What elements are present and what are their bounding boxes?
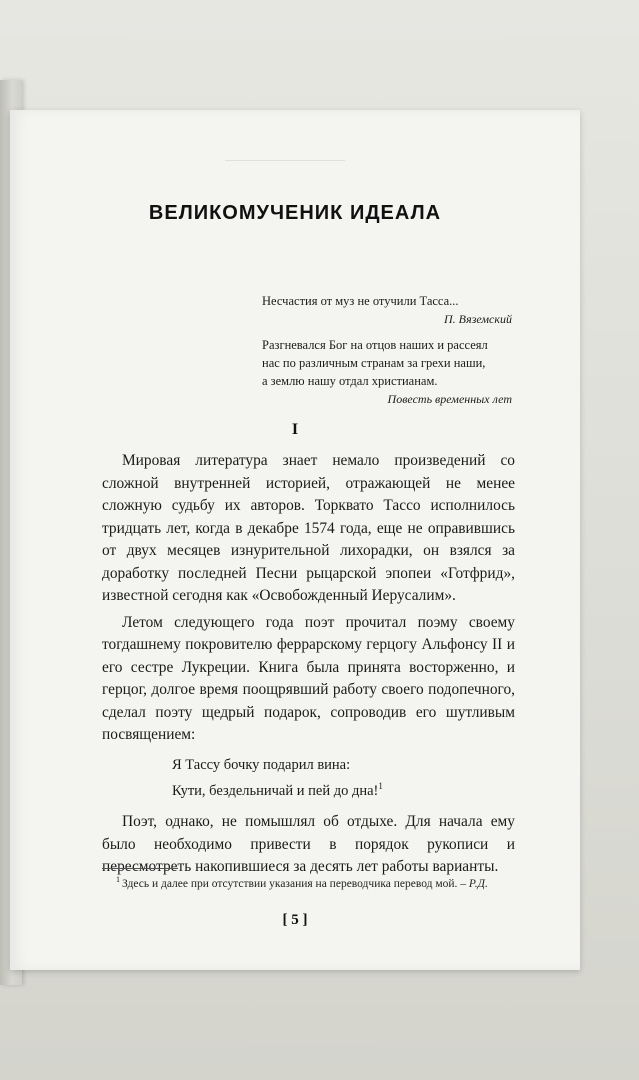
epigraph (262, 336, 512, 408)
body-text (102, 450, 515, 883)
epigraph-line: Несчастия от муз не отучили Тасса... (262, 294, 459, 308)
epigraph-line: Разгневался Бог на отцов наших и рассеял (262, 338, 488, 352)
footnote-author: Р.Д. (468, 877, 488, 890)
footnote-mark: 1 (116, 875, 120, 884)
chapter-title: ВЕЛИКОМУЧЕНИК ИДЕАЛА (148, 202, 442, 224)
paragraph: Мировая литература знает немало произведений со сложной внутренней историей, отражающей не менее сложную судьбу их авторов. Торквато Тассо исполнилось тридцать лет, когда в декабре 1574 года, еще не оправившись от двух месяцев изнурительной лихорадки, он взялся за доработку последней Песни рыцарской эпопеи «Готфрид», известной сегодня как «Освобожденный Иерусалим». (102, 452, 515, 604)
footnote-text: Здесь и далее при отсутствии указания на переводчика перевод мой. – (122, 877, 467, 890)
footnote-divider (102, 868, 178, 869)
epigraphs (262, 292, 512, 416)
poem-line (172, 776, 515, 802)
paragraph: Летом следующего года поэт прочитал поэму своему тогдашнему покровителю феррарскому герцогу Альфонсу II и его сестре Лукреции. Книга была принята восторженно, и герцог, долгое время поощрявший работу своего подопечного, сделал поэту щедрый подарок, сопроводив его шутливым посвящением: (102, 613, 515, 743)
epigraph (262, 292, 512, 328)
footnote-reference: 1 (378, 780, 383, 791)
epigraph-line: нас по различным странам за грехи наши, (262, 356, 486, 370)
poem-line: Я Тассу бочку подарил вина: (172, 756, 351, 773)
show-through-header (225, 160, 345, 169)
paragraph: Поэт, однако, не помышлял об отдыхе. Для начала ему было необходимо привести в порядок рукописи и пересмотреть накопившиеся за десять лет работы варианты. (102, 813, 515, 876)
epigraph-line: а землю нашу отдал христианам. (262, 374, 438, 388)
poem (172, 755, 515, 802)
footnote (102, 872, 515, 892)
poem-line-text: Кути, бездельничай и пей до дна! (172, 782, 379, 799)
epigraph-author: Повесть временных лет (387, 392, 512, 406)
page-number: [ 5 ] (282, 912, 308, 928)
epigraph-author: П. Вяземский (443, 312, 512, 326)
book-page (10, 110, 580, 970)
chapter-number: I (291, 421, 299, 438)
